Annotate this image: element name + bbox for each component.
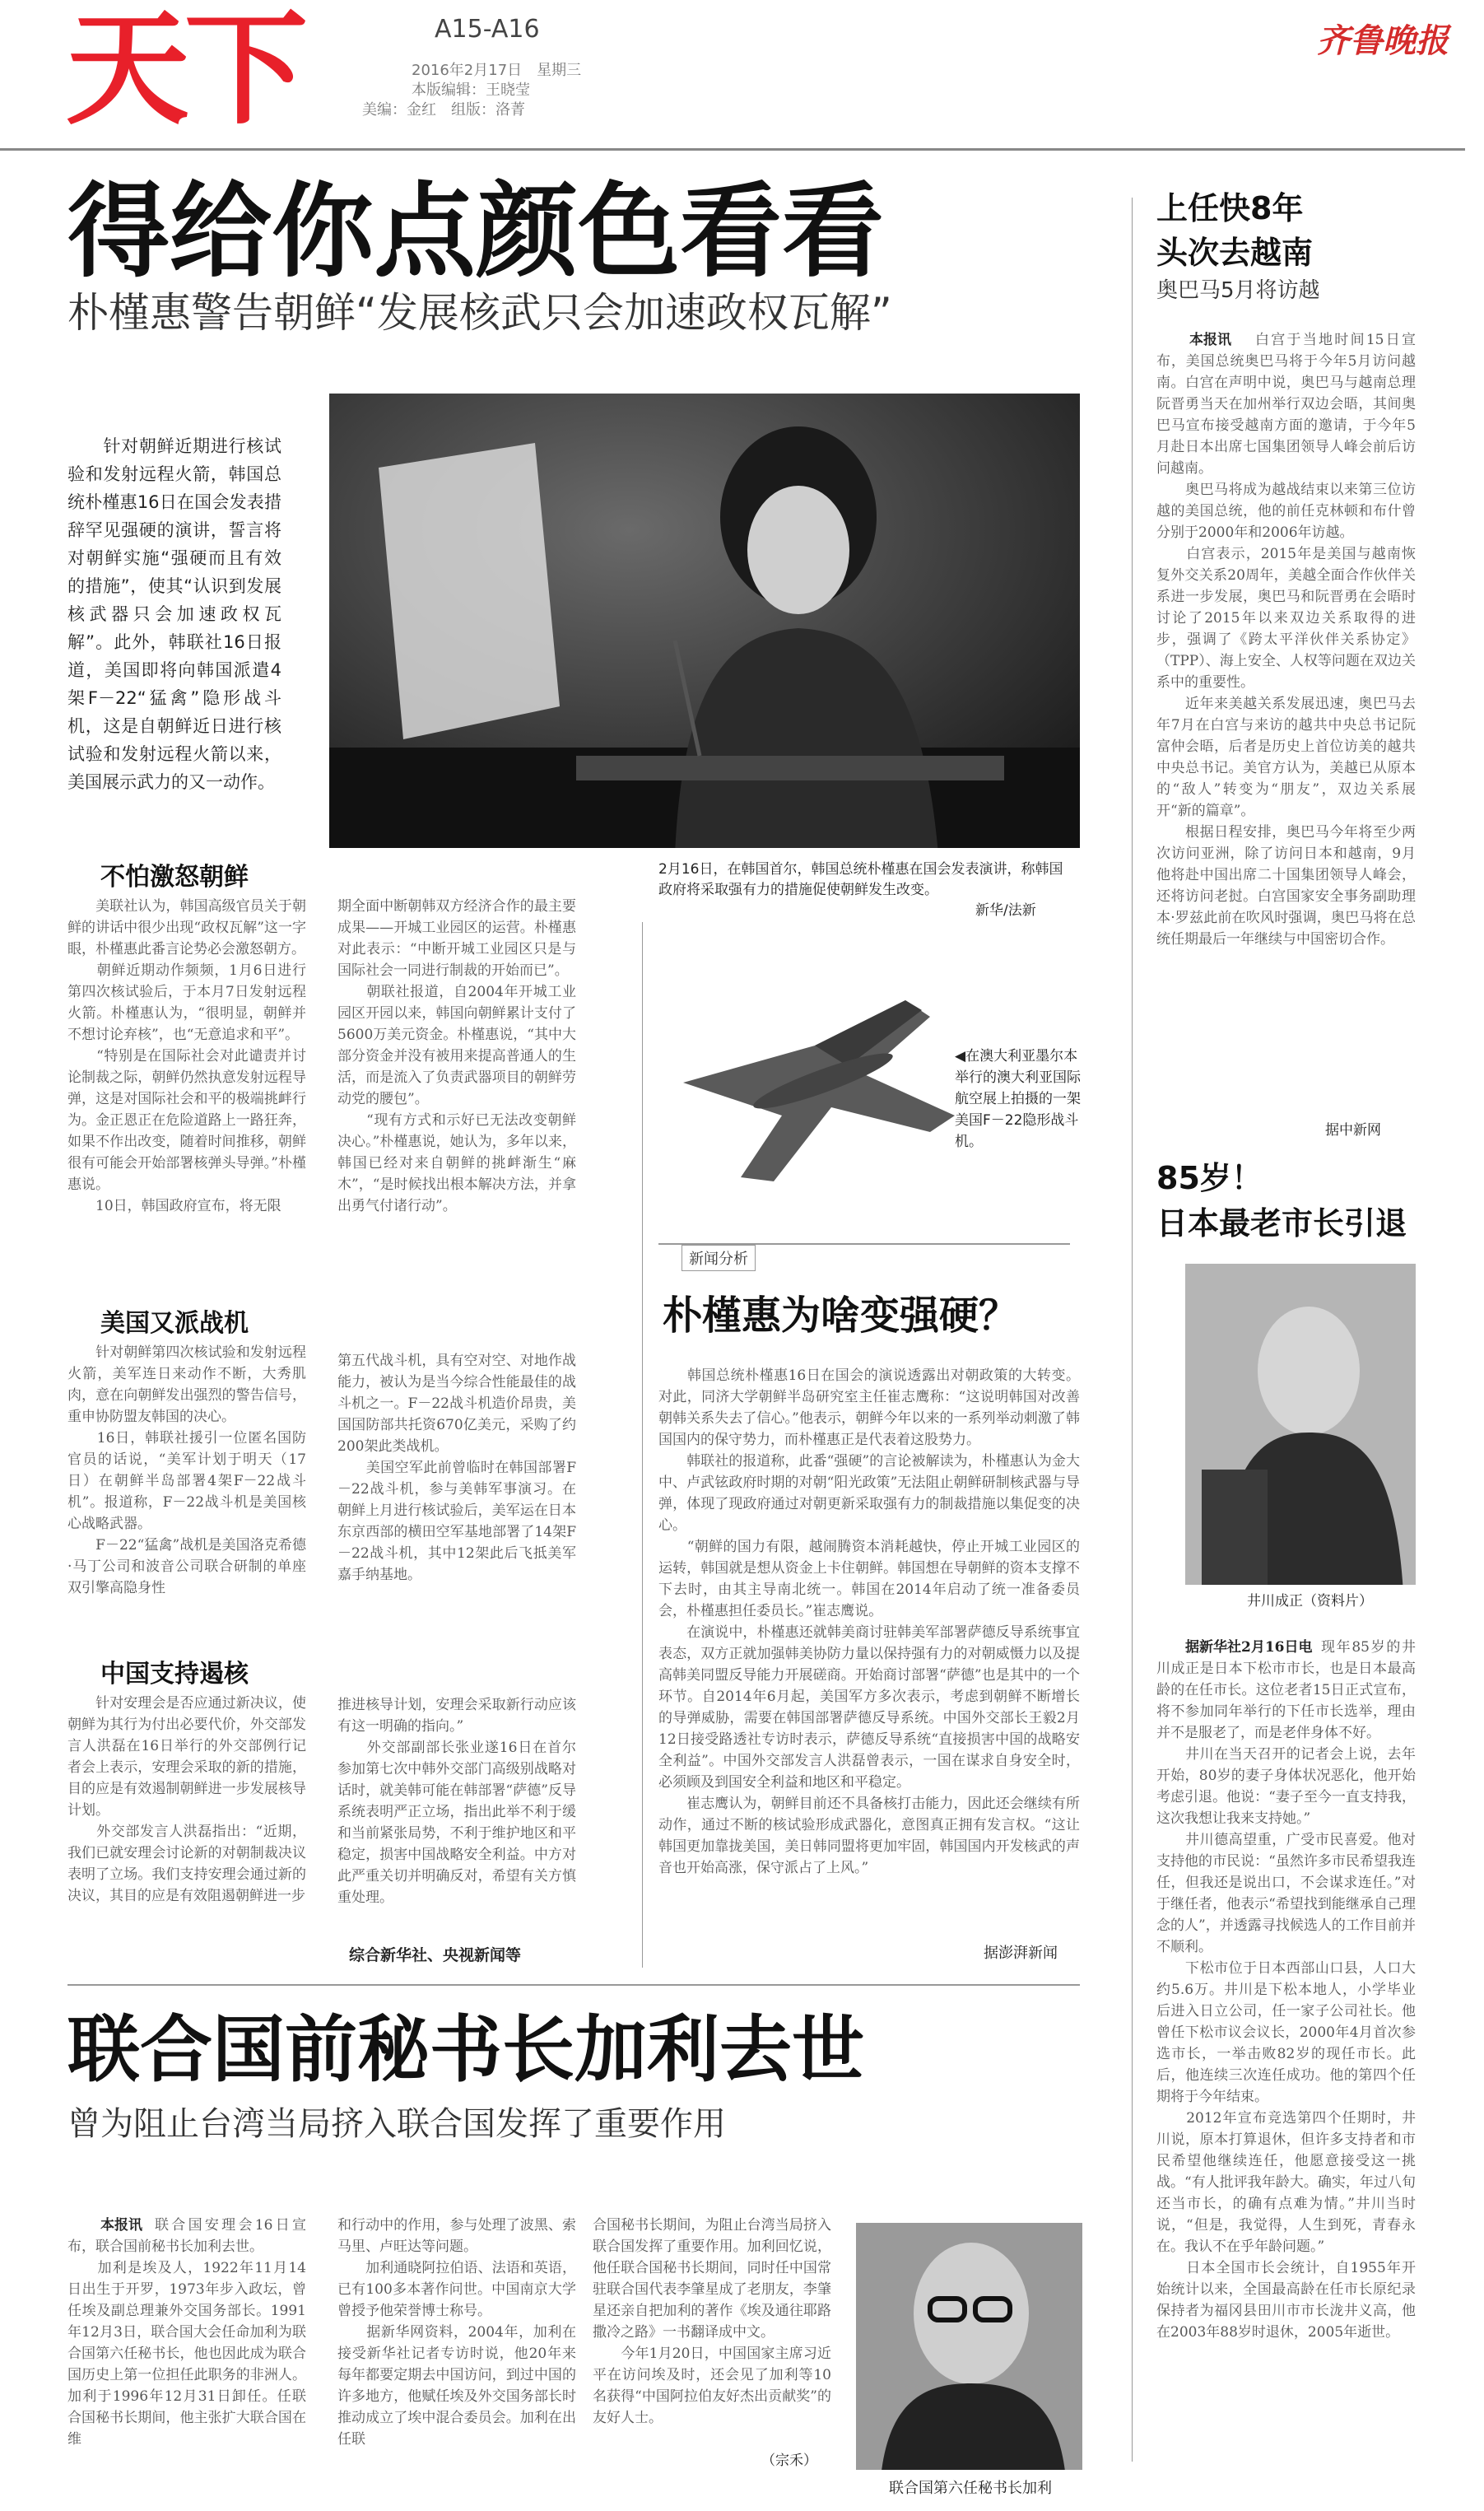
analysis-tag: 新闻分析	[682, 1245, 756, 1271]
page-design: 美编：金红 组版：洛菁	[362, 101, 525, 119]
analysis-side-rule	[642, 922, 643, 1968]
main-photo-caption: 2月16日，在韩国首尔，韩国总统朴槿惠在国会发表演讲，称韩国政府将采取强有力的措施促使朝鲜发生改变。	[658, 861, 1063, 898]
mayor-body	[1156, 1637, 1416, 2460]
analysis-body: 韩国总统朴槿惠16日在国会的演说透露出对朝政策的大转变。对此，同济大学朝鲜半岛研究室主任崔志鹰称：“这说明韩国对改善朝韩关系失去了信心。”他表示，朝鲜今年以来的一系列举动刺激了韩国国内的保守势力，而朴槿惠正是代表着这股势力。 韩联社的报道称，此番“强硬”的言论被解读为，朴槿惠认为金大中、卢武铉政府时期的对朝“阳光政策”无法阻止朝鲜研制核武器与导弹，体现了现政府通过对朝更新采取强有力的制裁措施以集促变的决心。 “朝鲜的国力有限，越闹腾资本消耗越快，停止开城工业园区的运转，韩国就是想从资金上卡住朝鲜。韩国想在导朝鲜的资本支撑不下去时，由其主导南北统一。韩国在2014年启动了统一准备委员会，朴槿惠担任委员长。”崔志鹰说。 在演说中，朴槿惠还就韩美商讨驻韩美军部署萨德反导系统事宜表态，双方正就加强韩美协防力量以保持强有力的对朝威慑力以及提高韩美同盟反导能力开展磋商。开始商讨部署“萨德”也是其中的一个环节。自2014年6月起，美国军方多次表示，考虑到朝鲜不断增长的导弹威胁，需要在韩国部署萨德反导系统。中国外交部长王毅2月12日接受路透社专访时表示，萨德反导系统“直接损害中国的战略安全利益”。中国外交部发言人洪磊曾表示，一国在谋求自身安全时，必须顾及到国安全利益和地区和平稳定。 崔志鹰认为，朝鲜目前还不具备核打击能力，因此还会继续有所动作，通过不断的核试验形成武器化，意图真正拥有发言权。“这让韩国更加靠拢美国，美日韩同盟将更加牢固，韩国国内开发核武的声音也开始高涨，保守派占了上风。”	[658, 1367, 1080, 1876]
main-headline: 得给你点颜色看看	[67, 173, 885, 291]
section-3-col2: 推进核导计划，安理会采取新行动应该有这一明确的指向。” 外交部副部长张业遂16日在首尔参加第七次中韩外交部门高级别战略对话时，就美韩可能在韩部署“萨德”反导系统表明严正立场，指出此举不利于缓和当前紧张局势，不利于维护地区和平稳定，损害中国战略安全利益。中方对此严重关切并明确反对，希望有关方慎重处理。	[337, 1697, 576, 1906]
main-subhead: 朴槿惠警告朝鲜“发展核武只会加速政权瓦解”	[67, 289, 892, 337]
park-geun-hye-photo	[329, 394, 1080, 848]
un-tag: 本报讯	[100, 2217, 142, 2234]
un-col2: 和行动中的作用，参与处理了波黑、索马里、卢旺达等问题。 加利通晓阿拉伯语、法语和英语，已有100多本著作问世。中国南京大学曾授予他荣誉博士称号。 据新华网资料，2004年，加利在接受新华社记者专访时说，他20年来每年都要定期去中国访问，到过中国的许多地方，他赋任埃及外交国务部长时推动成立了埃中混合委员会。加利在出任联	[337, 2217, 576, 2448]
analysis-credit: 据澎湃新闻	[984, 1945, 1058, 1962]
un-photo-caption: 联合国第六任秘书长加利	[889, 2480, 1052, 2497]
un-col1	[67, 2215, 306, 2462]
lead-paragraph: 针对朝鲜近期进行核试验和发射远程火箭，韩国总统朴槿惠16日在国会发表措辞罕见强硬的演讲，誓言将对朝鲜实施“强硬而且有效的措施”，使其“认识到发展核武器只会加速政权瓦解”。此外，韩联社16日报道，美国即将向韩国派遣4架F－22“猛禽”隐形战斗机，这是自朝鲜近日进行核试验和发射远程火箭以来，美国展示武力的又一动作。	[67, 436, 281, 792]
obama-headline-2: 头次去越南	[1156, 235, 1314, 271]
masthead-divider	[0, 148, 1465, 151]
obama-subhead: 奥巴马5月将访越	[1156, 278, 1320, 303]
jet-caption: ◀在澳大利亚墨尔本举行的澳大利亚国际航空展上拍摄的一架美国F－22隐形战斗机。	[955, 1048, 1081, 1150]
un-top-rule	[67, 1984, 1080, 1986]
mayor-headline-2: 日本最老市长引退	[1156, 1205, 1407, 1242]
section-1-col1: 美联社认为，韩国高级官员关于朝鲜的讲话中很少出现“政权瓦解”这一字眼，朴槿惠此番言论势必会激怒朝方。 朝鲜近期动作频频，1月6日进行第四次核试验后，于本月7日发射远程火箭。朴槿惠认为，“很明显，朝鲜并不想讨论弃核”，也“无意追求和平”。 “特别是在国际社会对此谴责并讨论制裁之际，朝鲜仍然执意发射远程导弹，这是对国际社会和平的极端挑衅行为。金正恩正在危险道路上一路狂奔，如果不作出改变，随着时间推移，朝鲜很有可能会开始部署核弹头导弹。”朴槿惠说。 10日，韩国政府宣布，将无限	[67, 898, 306, 1214]
un-col1-text: 联合国安理会16日宣布，联合国前秘书长加利去世。 加利是埃及人，1922年11月14日出生于开罗，1973年步入政坛，曾任埃及副总理兼外交国务部长。1991年12月3日，联合国大会任命加利为联合国第六任秘书长，他也因此成为联合国历史上第一位担任此职务的非洲人。加利于1996年12月31日卸任。任联合国秘书长期间，他主张扩大联合国在维	[67, 2217, 306, 2448]
section-1-col2: 期全面中断朝韩双方经济合作的最主要成果——开城工业园区的运营。朴槿惠对此表示：“中断开城工业园区只是与国际社会一同进行制裁的开始而已”。 朝联社报道，自2004年开城工业园区开园以来，韩国向朝鲜累计支付了5600万美元资金。朴槿惠说，“其中大部分资金并没有被用来提高普通人的生活，而是流入了负责武器项目的朝鲜劳动党的腰包”。 “现有方式和示好已无法改变朝鲜决心。”朴槿惠说，她认为，多年以来，韩国已经对来自朝鲜的挑衅渐生“麻木”，“是时候找出根本解决方法，并拿出勇气付诸行动”。	[337, 898, 576, 1214]
mayor-headline-1: 85岁！	[1156, 1160, 1263, 1196]
brand-logo: 齐鲁晚报	[1317, 21, 1449, 60]
f22-jet-photo	[658, 967, 992, 1239]
section-title-3: 中国支持遏核	[100, 1660, 249, 1689]
issue-date: 2016年2月17日 星期三	[412, 62, 582, 79]
right-column-rule	[1132, 198, 1133, 2462]
obama-tag: 本报讯	[1189, 332, 1231, 348]
main-credit: 综合新华社、央视新闻等	[349, 1946, 522, 1964]
un-col3: 合国秘书长期间，为阻止台湾当局挤入联合国发挥了重要作用。加利回忆说，他任联合国秘书长期间，同时任中国常驻联合国代表李肇星成了老朋友，李肇星还亲自把加利的著作《埃及通往耶路撒冷之路》一书翻译成中文。 今年1月20日，中国国家主席习近平在访问埃及时，还会见了加利等10名获得“中国阿拉伯友好杰出贡献奖”的友好人士。	[593, 2217, 831, 2426]
main-photo-credit: 新华/法新	[975, 902, 1036, 919]
un-headline: 联合国前秘书长加利去世	[67, 2007, 865, 2092]
page-editor: 本版编辑：王晓莹	[412, 82, 530, 99]
section-2-col1: 针对朝鲜第四次核试验和发射远程火箭，美军连日来动作不断，大秀肌肉，意在向朝鲜发出强烈的警告信号，重申协防盟友韩国的决心。 16日，韩联社援引一位匿名国防官员的话说，“美军计划于明天（17日）在朝鲜半岛部署4架F－22战斗机”。报道称，F－22战斗机是美国核心战略武器。 F－22“猛禽”战机是美国洛克希德·马丁公司和波音公司联合研制的单座双引擎高隐身性	[67, 1344, 306, 1596]
section-title-2: 美国又派战机	[100, 1309, 249, 1338]
un-credit: （宗禾）	[761, 2453, 817, 2469]
igawa-photo	[1185, 1264, 1416, 1585]
un-subhead: 曾为阻止台湾当局挤入联合国发挥了重要作用	[67, 2105, 726, 2143]
obama-headline-1: 上任快8年	[1156, 190, 1304, 226]
boutros-ghali-photo	[856, 2223, 1082, 2470]
obama-credit: 据中新网	[1325, 1122, 1381, 1139]
section-3-col1: 针对安理会是否应通过新决议，使朝鲜为其行为付出必要代价，外交部发言人洪磊在16日举行的外交部例行记者会上表示，安理会采取的新的措施，目的应是有效遏制朝鲜进一步发展核导计划。 外交部发言人洪磊指出：“近期，我们已就安理会讨论新的对朝制裁决议表明了立场。我们支持安理会通过新的决议，其目的应是有效阻遏朝鲜进一步	[67, 1695, 306, 1904]
analysis-headline: 朴槿惠为啥变强硬？	[663, 1293, 1019, 1339]
obama-body	[1156, 329, 1416, 1120]
mayor-photo-caption: 井川成正（资料片）	[1247, 1593, 1373, 1610]
mayor-tag: 据新华社2月16日电	[1185, 1639, 1313, 1656]
section-2-col2: 第五代战斗机，具有空对空、对地作战能力，被认为是当今综合性能最佳的战斗机之一。F－22战斗机造价昂贵，美国国防部共托资670亿美元，采购了约200架此类战机。 美国空军此前曾临时在韩国部署F－22战斗机，参与美韩军事演习。在朝鲜上月进行核试验后，美军运在日本东京西部的横田空军基地部署了14架F－22战斗机，其中12架此后飞抵美军嘉手纳基地。	[337, 1353, 576, 1583]
masthead-title: 天下	[66, 0, 304, 142]
obama-body-text: 白宫于当地时间15日宣布，美国总统奥巴马将于今年5月访问越南。白宫在声明中说，奥巴马与越南总理阮晋勇当天在加州举行双边会晤，其间奥巴马宣布接受越南方面的邀请，于今年5月赴日本出席七国集团领导人峰会前后访问越南。 奥巴马将成为越战结束以来第三位访越的美国总统，他的前任克林顿和布什曾分别于2000年和2006年访越。 白宫表示，2015年是美国与越南恢复外交关系20周年，美越全面合作伙伴关系进一步发展，奥巴马和阮晋勇在会晤时讨论了2015年以来双边关系取得的进步，强调了《跨太平洋伙伴关系协定》（TPP）、海上安全、人权等问题在双边关系中的重要性。 近年来美越关系发展迅速，奥巴马去年7月在白宫与来访的越共中央总书记阮富仲会晤，后者是历史上首位访美的越共中央总书记。美官方认为，美越已从原本的“敌人”转变为“朋友”，双边关系展开“新的篇章”。 根据日程安排，奥巴马今年将至少两次访问亚洲，除了访问日本和越南，9月他将赴中国出席二十国集团领导人峰会，还将访问老挝。白宫国家安全事务副助理本·罗兹此前在吹风时强调，奥巴马将在总统任期最后一年继续与中国密切合作。	[1156, 332, 1416, 948]
page-range: A15-A16	[435, 15, 540, 44]
mayor-body-text: 现年85岁的井川成正是日本下松市市长，也是日本最高龄的在任市长。这位老者15日正式宣布，将不参加同年举行的下任市长选举，理由并不是服老了，而是老伴身体不好。 井川在当天召开的记者会上说，去年开始，80岁的妻子身体状况恶化，他开始考虑引退。他说：“妻子至今一直支持我，这次我想让我来支持她。” 井川德高望重，广受市民喜爱。他对支持他的市民说：“虽然许多市民希望我连任，但我还是说出口，不会谋求连任。”对于继任者，他表示“希望找到能继承自己理念的人”，并透露寻找候选人的工作目前并不顺利。 下松市位于日本西部山口县，人口大约5.6万。井川是下松本地人，小学毕业后进入日立公司，任一家子公司社长。他曾任下松市议会议长，2000年4月首次参选市长，一举击败82岁的现任市长。此后，他连续三次连任成功。他的第四个任期将于今年结束。 2012年宣布竞选第四个任期时，井川说，原本打算退休，但许多支持者和市民希望他继续连任，他愿意接受这一挑战。“有人批评我年龄大。确实，年过八旬还当市长，的确有点难为情。”井川当时说，“但是，我觉得，人生到死，青春永在。我认不在乎年龄问题。” 日本全国市长会统计，自1955年开始统计以来，全国最高龄在任市长原纪录保持者为福冈县田川市市长泷井义高，他在2003年88岁时退休，2005年逝世。	[1156, 1639, 1416, 2341]
section-title-1: 不怕激怒朝鲜	[100, 863, 249, 892]
